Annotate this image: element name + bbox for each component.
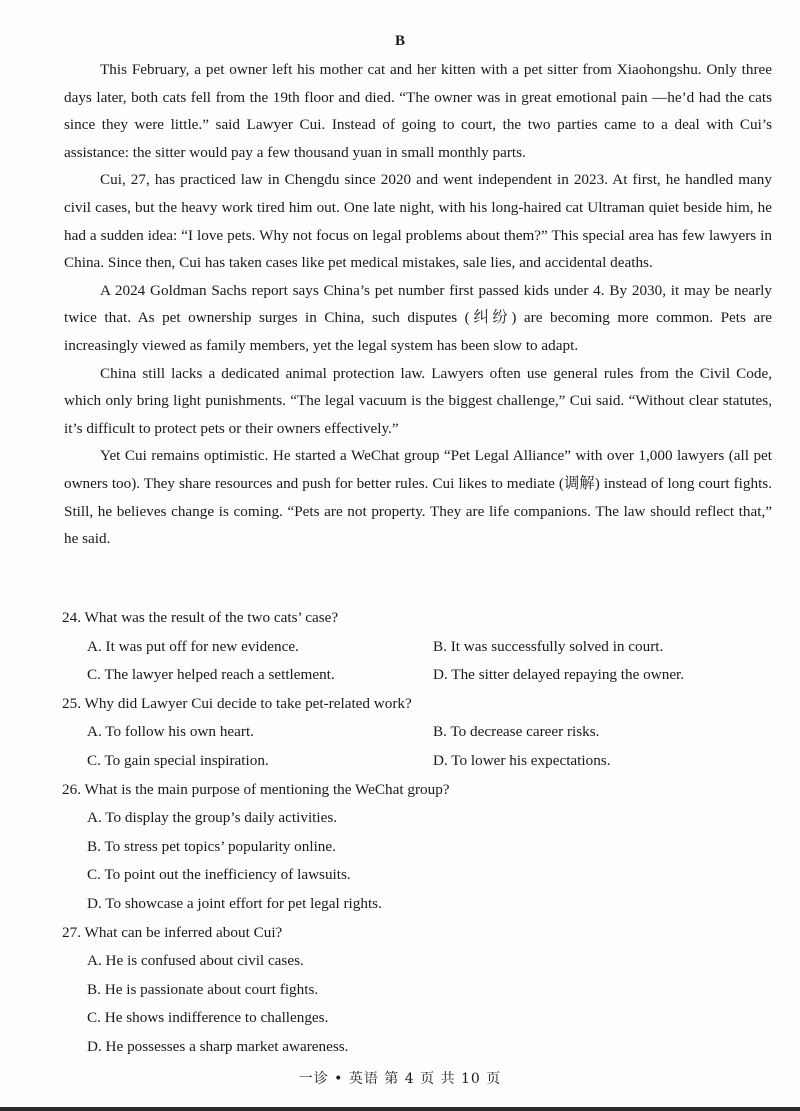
question-24-stem: 24. What was the result of the two cats’ case?	[62, 609, 339, 626]
option-c: C. To gain special inspiration.	[87, 751, 269, 769]
option-a: A. He is confused about civil cases.	[87, 952, 304, 970]
passage-paragraph: A 2024 Goldman Sachs report says China’s pet number first passed kids under 4. By 2030, it may be nearly twice that. As pet ownership surges in China, such disputes (纠纷) are becoming more common. Pets are increasingly viewed as family members, yet the legal system has been slow to adapt.	[64, 281, 772, 354]
option-a: A. It was put off for new evidence.	[87, 637, 299, 655]
passage-paragraph: This February, a pet owner left his mother cat and her kitten with a pet sitter from Xiaohongshu. Only three days later, both cats fell from the 19th floor and died. “The owner was in great emotional pain —he’d had the cats since they were little.” said Lawyer Cui. Instead of going to court, the two parties came to a deal with Cui’s assistance: the sitter would pay a few thousand yuan in small monthly parts.	[64, 61, 772, 161]
option-d: D. The sitter delayed repaying the owner.	[433, 666, 685, 684]
question-26-options	[87, 804, 772, 918]
option-a: A. To follow his own heart.	[87, 723, 254, 741]
reading-passage	[64, 56, 772, 553]
option-d: D. To lower his expectations.	[433, 751, 611, 769]
option-d: D. To showcase a joint effort for pet legal rights.	[87, 894, 382, 912]
option-b: B. It was successfully solved in court.	[433, 637, 664, 655]
passage-paragraph: Yet Cui remains optimistic. He started a WeChat group “Pet Legal Alliance” with over 1,000 lawyers (all pet owners too). They share resources and push for better rules. Cui likes to mediate (调解) instead of long court fights. Still, he believes change is coming. “Pets are not property. They are life companions. The law should reflect that,” he said.	[64, 447, 772, 548]
option-c: C. The lawyer helped reach a settlement.	[87, 666, 335, 684]
question-27-options	[87, 947, 772, 1061]
option-c: C. He shows indifference to challenges.	[87, 1009, 329, 1027]
section-heading: B	[394, 33, 405, 49]
passage-paragraph: Cui, 27, has practiced law in Chengdu since 2020 and went independent in 2023. At first, he handled many civil cases, but the heavy work tired him out. One late night, with his long-haired cat Ultraman quiet beside him, he had a sudden idea: “I love pets. Why not focus on legal problems about them?” This special area has few lawyers in China. Since then, Cui has taken cases like pet medical mistakes, sale lies, and accidental deaths.	[64, 171, 772, 272]
question-list	[62, 604, 772, 1062]
question-25-options	[87, 718, 772, 775]
page-footer: 一诊 • 英语 第 4 页 共 10 页	[298, 1071, 502, 1087]
option-b: B. To decrease career risks.	[433, 723, 600, 741]
question-24-options	[87, 633, 772, 690]
option-d: D. He possesses a sharp market awareness.	[87, 1037, 349, 1055]
option-b: B. He is passionate about court fights.	[87, 980, 319, 998]
question-26-stem: 26. What is the main purpose of mentioning the WeChat group?	[62, 780, 450, 798]
page-edge-divider	[0, 1107, 800, 1111]
passage-paragraph: China still lacks a dedicated animal protection law. Lawyers often use general rules from the Civil Code, which only bring light punishments. “The legal vacuum is the biggest challenge,” Cui said. “Without clear statutes, it’s difficult to protect pets or their owners effectively.”	[64, 364, 772, 437]
question-25-stem: 25. Why did Lawyer Cui decide to take pet-related work?	[62, 694, 412, 712]
option-b: B. To stress pet topics’ popularity online.	[87, 837, 336, 855]
question-27-stem: 27. What can be inferred about Cui?	[62, 923, 283, 941]
option-a: A. To display the group’s daily activities.	[87, 809, 338, 827]
option-c: C. To point out the inefficiency of lawsuits.	[87, 866, 351, 884]
